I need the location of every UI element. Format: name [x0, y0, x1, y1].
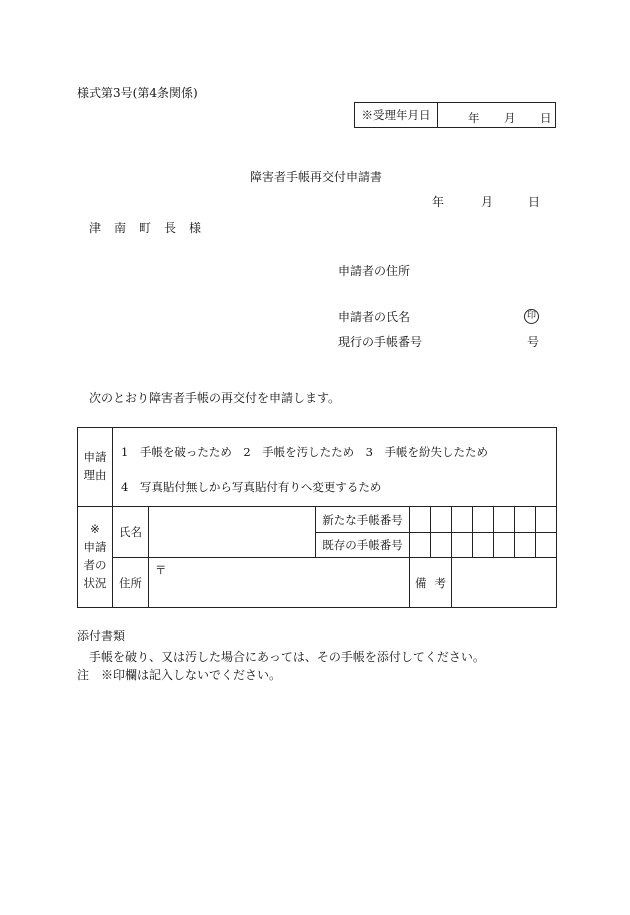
applicant-address-label: 申請者の住所	[338, 264, 411, 278]
addressee: 津 南 町 長 様	[89, 221, 202, 235]
name-label: 氏名	[113, 507, 149, 558]
new-number-digit[interactable]	[473, 507, 494, 533]
attachments-heading: 添付書類	[77, 629, 126, 643]
status-header	[78, 507, 113, 608]
status-mark: ※	[90, 522, 100, 537]
reason-line-1: 1 手帳を破ったため 2 手帳を汚したため 3 手帳を紛失したため	[121, 445, 488, 459]
receipt-date-field[interactable]	[438, 103, 555, 127]
status-header-line3: 状況	[83, 575, 107, 590]
postal-mark: 〒	[155, 563, 167, 577]
new-number-label: 新たな手帳番号	[316, 507, 410, 533]
address-label: 住所	[113, 558, 149, 608]
reason-header-line1: 申請	[83, 450, 107, 465]
new-number-digit[interactable]	[536, 507, 557, 533]
name-field[interactable]	[149, 507, 316, 558]
address-field[interactable]	[149, 558, 410, 608]
existing-number-digit[interactable]	[473, 533, 494, 558]
date-year-label: 年	[432, 195, 445, 209]
application-table	[77, 427, 557, 608]
date-month-label: 月	[481, 195, 494, 209]
notebook-number-suffix: 号	[527, 335, 540, 349]
date-day-label: 日	[528, 195, 541, 209]
new-number-digit[interactable]	[494, 507, 515, 533]
form-number: 様式第3号(第4条関係)	[77, 86, 198, 100]
seal-icon: 印	[524, 309, 539, 324]
new-number-digit[interactable]	[431, 507, 452, 533]
existing-number-label: 既存の手帳番号	[316, 533, 410, 558]
remarks-label-char1: 備	[415, 575, 427, 590]
existing-number-digit[interactable]	[410, 533, 431, 558]
applicant-name-label: 申請者の氏名	[338, 310, 411, 324]
receipt-date-box	[354, 102, 556, 128]
reason-header-line2: 理由	[83, 468, 107, 482]
status-header-line2: 者の	[83, 558, 107, 572]
new-number-digit[interactable]	[515, 507, 536, 533]
notebook-number-label: 現行の手帳番号	[338, 335, 423, 349]
remarks-label	[410, 558, 452, 608]
existing-number-digit[interactable]	[515, 533, 536, 558]
new-number-digit[interactable]	[410, 507, 431, 533]
attachments-text: 手帳を破り、又は汚した場合にあっては、その手帳を添付してください。	[89, 650, 485, 664]
existing-number-digit[interactable]	[431, 533, 452, 558]
reason-options[interactable]	[113, 428, 557, 507]
new-number-digit[interactable]	[452, 507, 473, 533]
receipt-date-label: ※受理年月日	[355, 103, 438, 127]
existing-number-digit[interactable]	[494, 533, 515, 558]
status-header-line1: 申請	[83, 540, 107, 555]
existing-number-digit[interactable]	[452, 533, 473, 558]
reason-header	[78, 428, 113, 507]
note-text: 注 ※印欄は記入しないでください。	[77, 668, 282, 682]
receipt-month-label: 月	[504, 111, 516, 125]
remarks-label-char2: 考	[434, 575, 446, 590]
existing-number-digit[interactable]	[536, 533, 557, 558]
reason-line-2: 4 写真貼付無しから写真貼付有りへ変更するため	[121, 480, 382, 494]
remarks-field[interactable]	[452, 558, 557, 608]
receipt-day-label: 日	[540, 111, 552, 125]
document-title: 障害者手帳再交付申請書	[250, 170, 383, 184]
receipt-year-label: 年	[468, 111, 480, 125]
intro-text: 次のとおり障害者手帳の再交付を申請します。	[89, 391, 341, 405]
